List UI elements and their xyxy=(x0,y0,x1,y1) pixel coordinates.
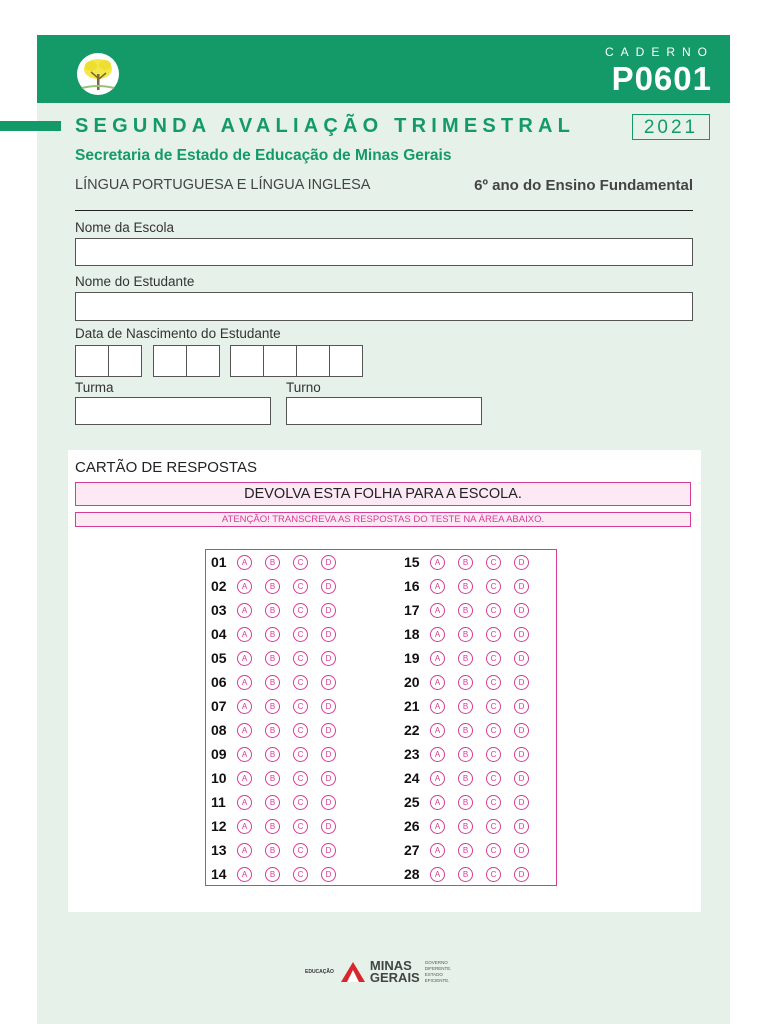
footer-brand xyxy=(305,960,452,984)
question-number: 14 xyxy=(211,866,227,882)
answer-bubble-a[interactable]: A xyxy=(237,747,252,762)
question-row xyxy=(211,600,349,620)
estudante-field[interactable] xyxy=(75,292,693,321)
question-row xyxy=(404,552,542,572)
answer-bubble-d[interactable]: D xyxy=(321,819,336,834)
answer-bubble-d[interactable]: D xyxy=(514,795,529,810)
answer-bubble-c[interactable]: C xyxy=(293,723,308,738)
answer-bubble-a[interactable]: A xyxy=(237,651,252,666)
answer-card-title: CARTÃO DE RESPOSTAS xyxy=(75,459,257,476)
answer-bubble-a[interactable]: A xyxy=(430,675,445,690)
answer-bubble-d[interactable]: D xyxy=(514,723,529,738)
question-row xyxy=(211,816,349,836)
answer-bubble-c[interactable]: C xyxy=(293,771,308,786)
question-row xyxy=(404,600,542,620)
answer-bubble-a[interactable]: A xyxy=(430,651,445,666)
answer-bubble-b[interactable]: B xyxy=(458,843,473,858)
answer-bubble-d[interactable]: D xyxy=(321,603,336,618)
estudante-label: Nome do Estudante xyxy=(75,274,195,289)
answer-bubble-b[interactable]: B xyxy=(265,843,280,858)
answer-bubble-d[interactable]: D xyxy=(321,699,336,714)
question-number: 24 xyxy=(404,770,420,786)
answer-bubble-d[interactable]: D xyxy=(321,651,336,666)
question-row xyxy=(211,840,349,860)
question-number: 28 xyxy=(404,866,420,882)
answer-bubble-a[interactable]: A xyxy=(237,819,252,834)
question-row xyxy=(404,792,542,812)
turno-field[interactable] xyxy=(286,397,482,425)
answer-bubble-a[interactable]: A xyxy=(237,627,252,642)
question-number: 20 xyxy=(404,674,420,690)
question-number: 05 xyxy=(211,650,227,666)
answer-bubble-a[interactable]: A xyxy=(237,699,252,714)
footer-educacao: EDUCAÇÃO xyxy=(305,969,334,975)
answer-bubble-c[interactable]: C xyxy=(293,843,308,858)
question-number: 15 xyxy=(404,554,420,570)
answer-bubble-d[interactable]: D xyxy=(321,555,336,570)
question-number: 22 xyxy=(404,722,420,738)
question-number: 13 xyxy=(211,842,227,858)
caderno-code: P0601 xyxy=(611,60,712,97)
question-number: 07 xyxy=(211,698,227,714)
answer-bubble-b[interactable]: B xyxy=(265,651,280,666)
answer-bubble-d[interactable]: D xyxy=(321,795,336,810)
answer-bubble-a[interactable]: A xyxy=(237,579,252,594)
answer-bubble-c[interactable]: C xyxy=(293,651,308,666)
answer-bubble-c[interactable]: C xyxy=(293,579,308,594)
birth-year-digit-2[interactable] xyxy=(263,345,297,377)
answer-bubble-a[interactable]: A xyxy=(237,771,252,786)
answer-bubble-a[interactable]: A xyxy=(237,675,252,690)
answer-bubble-c[interactable]: C xyxy=(293,819,308,834)
question-number: 11 xyxy=(211,794,226,810)
question-row xyxy=(211,720,349,740)
answer-bubble-b[interactable]: B xyxy=(458,819,473,834)
answer-bubble-b[interactable]: B xyxy=(458,579,473,594)
answer-bubble-a[interactable]: A xyxy=(237,603,252,618)
birth-year-digit-4[interactable] xyxy=(329,345,363,377)
question-number: 08 xyxy=(211,722,227,738)
answer-bubble-c[interactable]: C xyxy=(293,867,308,882)
answer-bubble-a[interactable]: A xyxy=(237,843,252,858)
escola-label: Nome da Escola xyxy=(75,220,175,235)
answer-bubble-d[interactable]: D xyxy=(514,651,529,666)
question-row xyxy=(404,816,542,836)
nascimento-label: Data de Nascimento do Estudante xyxy=(75,326,281,341)
footer-brand-line1: MINAS xyxy=(369,958,412,973)
question-number: 10 xyxy=(211,770,227,786)
answer-bubble-d[interactable]: D xyxy=(321,627,336,642)
answer-bubble-d[interactable]: D xyxy=(321,723,336,738)
answer-bubble-a[interactable]: A xyxy=(430,555,445,570)
answer-bubble-c[interactable]: C xyxy=(486,723,501,738)
answer-bubble-b[interactable]: B xyxy=(458,771,473,786)
answer-bubble-d[interactable]: D xyxy=(321,675,336,690)
question-row xyxy=(404,864,542,884)
answer-bubble-c[interactable]: C xyxy=(486,675,501,690)
answer-bubble-b[interactable]: B xyxy=(265,579,280,594)
answer-bubble-d[interactable]: D xyxy=(514,747,529,762)
answer-bubble-c[interactable]: C xyxy=(293,747,308,762)
answer-bubble-a[interactable]: A xyxy=(430,867,445,882)
answer-bubble-c[interactable]: C xyxy=(293,795,308,810)
answer-bubble-c[interactable]: C xyxy=(486,579,501,594)
escola-field[interactable] xyxy=(75,238,693,266)
answer-bubble-b[interactable]: B xyxy=(265,771,280,786)
question-row xyxy=(404,576,542,596)
answer-bubble-c[interactable]: C xyxy=(293,603,308,618)
answer-bubble-c[interactable]: C xyxy=(486,747,501,762)
question-row xyxy=(211,672,349,692)
question-row xyxy=(404,672,542,692)
answer-bubble-d[interactable]: D xyxy=(514,555,529,570)
turma-field[interactable] xyxy=(75,397,271,425)
question-number: 02 xyxy=(211,578,227,594)
answer-bubble-a[interactable]: A xyxy=(430,771,445,786)
answer-bubble-a[interactable]: A xyxy=(430,723,445,738)
answer-bubble-c[interactable]: C xyxy=(486,795,501,810)
year-box: 2021 xyxy=(632,114,710,140)
birth-year-group xyxy=(230,345,363,377)
question-row xyxy=(404,744,542,764)
birth-month-digit-1[interactable] xyxy=(153,345,187,377)
school-year-label: 6º ano do Ensino Fundamental xyxy=(474,177,693,194)
answer-card xyxy=(68,450,701,912)
answer-bubble-b[interactable]: B xyxy=(265,795,280,810)
answer-bubble-b[interactable]: B xyxy=(458,699,473,714)
question-row xyxy=(211,648,349,668)
answer-bubble-b[interactable]: B xyxy=(458,747,473,762)
question-number: 03 xyxy=(211,602,227,618)
question-row xyxy=(404,648,542,668)
birth-day-digit-1[interactable] xyxy=(75,345,109,377)
attention-notice: ATENÇÃO! TRANSCREVA AS RESPOSTAS DO TESTE NA ÁREA ABAIXO. xyxy=(75,512,691,527)
disciplina-label: LÍNGUA PORTUGUESA E LÍNGUA INGLESA xyxy=(75,177,371,193)
question-number: 19 xyxy=(404,650,420,666)
question-number: 18 xyxy=(404,626,420,642)
turma-label: Turma xyxy=(75,380,114,395)
birth-year-digit-1[interactable] xyxy=(230,345,264,377)
question-number: 21 xyxy=(404,698,420,714)
answer-bubble-d[interactable]: D xyxy=(321,843,336,858)
answer-bubble-d[interactable]: D xyxy=(514,867,529,882)
answer-bubble-c[interactable]: C xyxy=(293,675,308,690)
answer-bubble-a[interactable]: A xyxy=(430,747,445,762)
question-row xyxy=(211,792,349,812)
answer-bubble-a[interactable]: A xyxy=(430,579,445,594)
footer-tag-line3: ESTADO xyxy=(424,972,443,977)
answer-grid xyxy=(205,549,557,886)
question-number: 09 xyxy=(211,746,227,762)
question-row xyxy=(211,576,349,596)
birth-month-group xyxy=(153,345,220,377)
answer-bubble-d[interactable]: D xyxy=(514,699,529,714)
answer-bubble-b[interactable]: B xyxy=(265,699,280,714)
answer-bubble-c[interactable]: C xyxy=(486,843,501,858)
answer-bubble-b[interactable]: B xyxy=(458,555,473,570)
turno-label: Turno xyxy=(286,380,321,395)
answer-bubble-a[interactable]: A xyxy=(430,627,445,642)
answer-bubble-b[interactable]: B xyxy=(458,651,473,666)
footer-tagline xyxy=(425,960,452,984)
answer-bubble-d[interactable]: D xyxy=(514,675,529,690)
answer-bubble-c[interactable]: C xyxy=(293,555,308,570)
question-row xyxy=(404,768,542,788)
question-number: 27 xyxy=(404,842,420,858)
answer-bubble-c[interactable]: C xyxy=(486,603,501,618)
answer-bubble-b[interactable]: B xyxy=(265,723,280,738)
page-title: SEGUNDA AVALIAÇÃO TRIMESTRAL xyxy=(75,115,576,137)
birth-year-digit-3[interactable] xyxy=(296,345,330,377)
question-row xyxy=(211,624,349,644)
question-number: 25 xyxy=(404,794,420,810)
caderno-label: CADERNO xyxy=(604,45,714,59)
answer-bubble-d[interactable]: D xyxy=(321,771,336,786)
answer-bubble-b[interactable]: B xyxy=(265,819,280,834)
answer-bubble-b[interactable]: B xyxy=(265,867,280,882)
question-row xyxy=(211,552,349,572)
question-number: 16 xyxy=(404,578,420,594)
answer-bubble-c[interactable]: C xyxy=(486,699,501,714)
question-row xyxy=(404,696,542,716)
footer-brand-line2: GERAIS xyxy=(369,970,420,985)
answer-bubble-c[interactable]: C xyxy=(486,771,501,786)
answer-bubble-d[interactable]: D xyxy=(514,627,529,642)
answer-bubble-d[interactable]: D xyxy=(321,579,336,594)
answer-bubble-b[interactable]: B xyxy=(265,747,280,762)
answer-bubble-c[interactable]: C xyxy=(486,867,501,882)
answer-bubble-d[interactable]: D xyxy=(321,867,336,882)
question-row xyxy=(404,840,542,860)
question-number: 04 xyxy=(211,626,227,642)
answer-bubble-d[interactable]: D xyxy=(514,843,529,858)
answer-bubble-c[interactable]: C xyxy=(486,627,501,642)
answer-bubble-c[interactable]: C xyxy=(486,555,501,570)
birth-month-digit-2[interactable] xyxy=(186,345,220,377)
title-accent-bar xyxy=(0,121,61,131)
answer-bubble-b[interactable]: B xyxy=(458,795,473,810)
answer-bubble-a[interactable]: A xyxy=(430,795,445,810)
answer-bubble-d[interactable]: D xyxy=(514,603,529,618)
return-notice: DEVOLVA ESTA FOLHA PARA A ESCOLA. xyxy=(75,482,691,506)
answer-bubble-a[interactable]: A xyxy=(430,819,445,834)
answer-bubble-b[interactable]: B xyxy=(265,555,280,570)
answer-bubble-a[interactable]: A xyxy=(237,555,252,570)
question-number: 17 xyxy=(404,602,420,618)
answer-bubble-b[interactable]: B xyxy=(265,603,280,618)
answer-bubble-d[interactable]: D xyxy=(321,747,336,762)
question-row xyxy=(211,864,349,884)
answer-bubble-b[interactable]: B xyxy=(458,867,473,882)
answer-bubble-d[interactable]: D xyxy=(514,771,529,786)
answer-bubble-b[interactable]: B xyxy=(458,603,473,618)
header-divider xyxy=(75,210,693,211)
answer-bubble-b[interactable]: B xyxy=(265,675,280,690)
question-number: 06 xyxy=(211,674,227,690)
answer-bubble-d[interactable]: D xyxy=(514,579,529,594)
answer-bubble-c[interactable]: C xyxy=(293,627,308,642)
question-number: 01 xyxy=(211,554,227,570)
answer-bubble-b[interactable]: B xyxy=(265,627,280,642)
minas-gerais-logo-icon xyxy=(340,961,366,983)
answer-bubble-b[interactable]: B xyxy=(458,723,473,738)
answer-bubble-d[interactable]: D xyxy=(514,819,529,834)
question-row xyxy=(211,744,349,764)
question-number: 23 xyxy=(404,746,420,762)
answer-bubble-c[interactable]: C xyxy=(486,651,501,666)
answer-bubble-a[interactable]: A xyxy=(237,795,252,810)
question-row xyxy=(211,768,349,788)
answer-bubble-c[interactable]: C xyxy=(293,699,308,714)
question-row xyxy=(404,720,542,740)
birth-day-digit-2[interactable] xyxy=(108,345,142,377)
footer-tag-line1: GOVERNO xyxy=(424,960,448,965)
answer-bubble-c[interactable]: C xyxy=(486,819,501,834)
footer-brand-name xyxy=(370,960,420,984)
answer-bubble-a[interactable]: A xyxy=(237,723,252,738)
secretaria-subtitle: Secretaria de Estado de Educação de Minas Gerais xyxy=(75,147,452,164)
answer-bubble-b[interactable]: B xyxy=(458,675,473,690)
question-number: 12 xyxy=(211,818,227,834)
answer-bubble-a[interactable]: A xyxy=(430,843,445,858)
birth-day-group xyxy=(75,345,142,377)
answer-bubble-a[interactable]: A xyxy=(430,699,445,714)
tree-logo-icon xyxy=(76,48,120,96)
question-number: 26 xyxy=(404,818,420,834)
answer-bubble-a[interactable]: A xyxy=(430,603,445,618)
footer-tag-line2: DIFERENTE. xyxy=(424,966,452,971)
answer-bubble-b[interactable]: B xyxy=(458,627,473,642)
footer-tag-line4: EFICIENTE. xyxy=(424,978,450,983)
answer-bubble-a[interactable]: A xyxy=(237,867,252,882)
question-row xyxy=(404,624,542,644)
question-row xyxy=(211,696,349,716)
